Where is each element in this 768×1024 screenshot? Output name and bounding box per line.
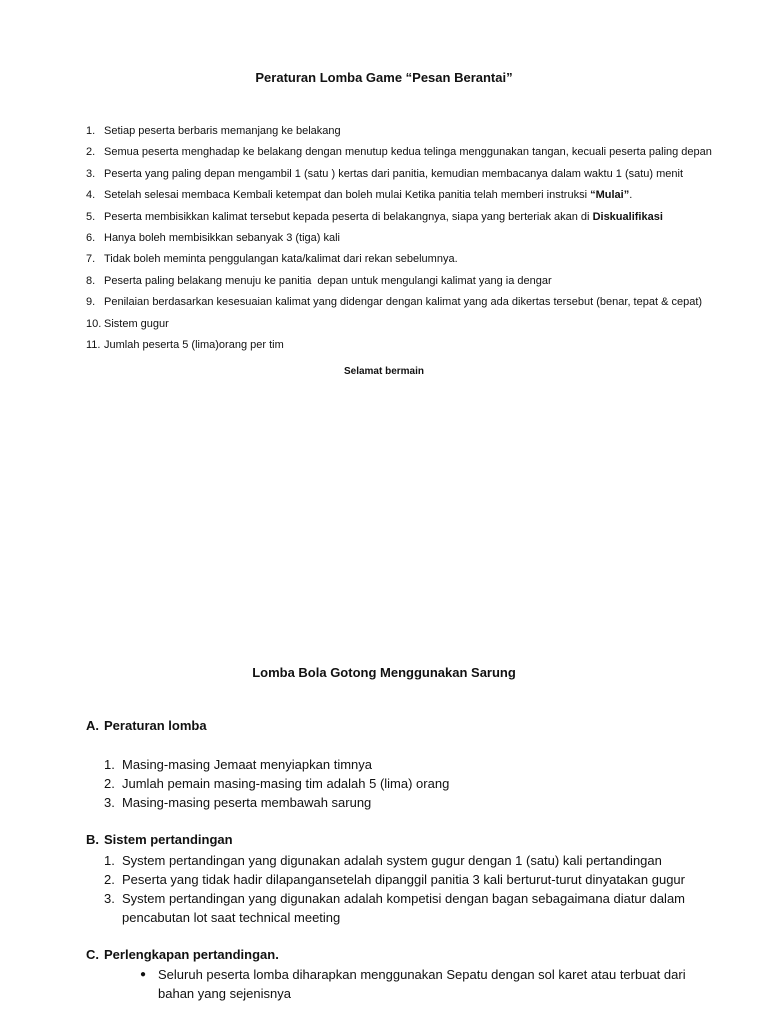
list-item-text: Setelah selesai membaca Kembali ketempat dan boleh mulai Ketika panitia telah memberi instruksi [104,189,591,202]
list-item-text: System pertandingan yang digunakan adalah kompetisi dengan bagan sebagaimana diatur dalam pencabutan lot saat technical meeting [122,891,686,925]
list-item-text: Peserta paling belakang menuju ke panitia depan untuk mengulangi kalimat yang ia dengar [104,274,552,287]
section-heading-perlengkapan [86,947,279,962]
section-heading-sistem [86,832,233,847]
list-item [86,209,712,230]
list-item [86,123,712,144]
list-item [86,316,712,337]
list-item-emphasis: Diskualifikasi [592,210,663,223]
rules-list-pesan-berantai [86,123,712,358]
list-item-text: Peserta membisikkan kalimat tersebut kepada peserta di belakangnya, siapa yang berteriak akan di [104,210,593,223]
list-item [104,870,692,889]
list-item-text: Masing-masing peserta membawah sarung [122,795,372,810]
document-title-bola-gotong: Lomba Bola Gotong Menggunakan Sarung [252,665,516,680]
list-number: 10. [86,317,102,330]
section-heading-text: Perlengkapan pertandingan. [104,947,279,962]
list-number: 2. [86,146,96,159]
list-number: 1. [104,853,115,868]
rules-list-sistem [104,851,692,927]
list-item-text: Penilaian berdasarkan kesesuaian kalimat yang didengar dengan kalimat yang ada dikertas tersebut (benar, tepat & cepat) [104,296,703,309]
section-letter: A. [86,718,99,733]
list-item-text: Seluruh peserta lomba diharapkan menggunakan Sepatu dengan sol karet atau terbuat dari bahan yang sejenisnya [158,967,686,1001]
list-item-text: Sistem gugur [104,317,169,330]
section-heading-text: Peraturan lomba [104,718,207,733]
list-item-text: System pertandingan yang digunakan adalah system gugur dengan 1 (satu) kali pertandingan [122,853,662,868]
list-item [86,251,712,272]
section-heading-text: Sistem pertandingan [104,832,233,847]
list-item [104,889,692,927]
section-letter: C. [86,947,99,962]
list-item [86,144,712,165]
list-item-text: Peserta yang tidak hadir dilapangansetelah dipanggil panitia 3 kali berturut-turut dinyatakan gugur [122,872,685,887]
list-number: 9. [86,296,96,309]
list-item-text: Jumlah pemain masing-masing tim adalah 5 (lima) orang [122,776,450,791]
list-number: 5. [86,210,96,223]
list-item-text: Semua peserta menghadap ke belakang dengan menutup kedua telinga menggunakan tangan, kecuali peserta paling depan [104,146,712,159]
rules-list-perlengkapan [140,965,718,1003]
list-item [86,230,712,251]
list-item-text: Masing-masing Jemaat menyiapkan timnya [122,757,372,772]
list-number: 1. [104,757,115,772]
list-item-text: Setiap peserta berbaris memanjang ke belakang [104,125,341,137]
list-item [140,965,718,1003]
list-item-text: Tidak boleh meminta penggulangan kata/kalimat dari rekan sebelumnya. [104,253,458,266]
list-item [86,294,712,315]
list-item [104,755,692,774]
list-item [86,273,712,294]
list-number: 3. [104,795,115,810]
list-item-text: Peserta yang paling depan mengambil 1 (satu ) kertas dari panitia, kemudian membacanya dalam waktu 1 (satu) menit [104,167,684,180]
list-number: 3. [104,891,115,906]
list-item [86,337,712,358]
list-item-emphasis: “Mulai” [590,189,630,202]
list-item [104,851,692,870]
document-title-pesan-berantai: Peraturan Lomba Game “Pesan Berantai” [255,70,513,85]
list-number: 2. [104,776,115,791]
closing-text: Selamat bermain [343,366,425,377]
list-number: 1. [86,125,96,137]
list-item [104,774,692,793]
list-number: 8. [86,274,96,287]
section-letter: B. [86,832,99,847]
list-number: 7. [86,253,96,266]
list-item-text: Hanya boleh membisikkan sebanyak 3 (tiga) kali [104,231,341,244]
list-item [104,793,692,812]
list-item-text: Jumlah peserta 5 (lima)orang per tim [104,338,284,351]
rules-list-peraturan [104,755,692,812]
section-heading-peraturan [86,718,207,733]
list-item [86,166,712,187]
list-number: 6. [86,231,96,244]
list-item [86,187,712,208]
list-item-suffix: . [629,189,633,202]
list-number: 3. [86,167,96,180]
list-number: 4. [86,189,96,202]
list-number: 11. [86,338,101,351]
bullet-icon: ● [140,969,147,980]
list-number: 2. [104,872,115,887]
